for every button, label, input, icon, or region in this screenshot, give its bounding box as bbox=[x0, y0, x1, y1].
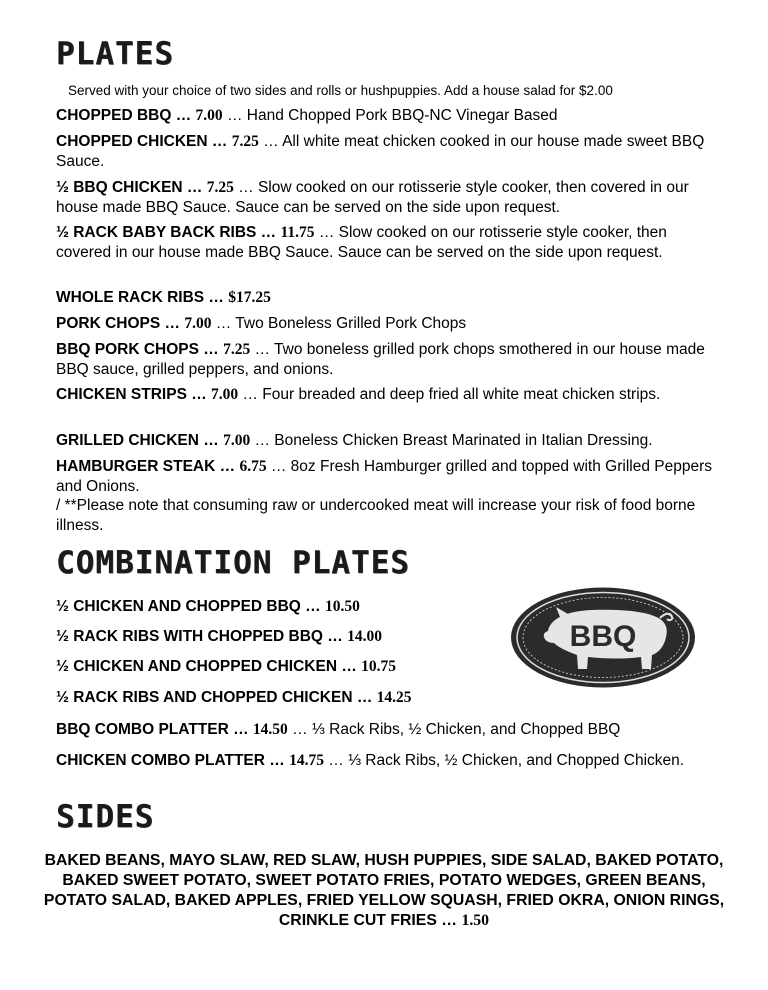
logo-text: BBQ bbox=[569, 620, 637, 653]
menu-item bbox=[56, 385, 726, 405]
menu-item bbox=[56, 288, 726, 308]
item-name: HAMBURGER STEAK … bbox=[56, 458, 236, 475]
item-price: 10.50 bbox=[325, 598, 360, 615]
bbq-pig-logo bbox=[508, 585, 698, 690]
combo-item bbox=[56, 720, 620, 740]
item-description: … Four breaded and deep fried all white meat chicken strips. bbox=[242, 386, 661, 403]
item-name: PORK CHOPS … bbox=[56, 315, 181, 332]
combination-heading: COMBINATION PLATES bbox=[56, 545, 410, 581]
combo-item bbox=[56, 627, 382, 647]
menu-item bbox=[56, 314, 726, 334]
combo-item bbox=[56, 688, 412, 708]
sides-items: BAKED BEANS, MAYO SLAW, RED SLAW, HUSH PUPPIES, SIDE SALAD, BAKED POTATO, BAKED SWEET POTATO, SWEET POTATO FRIES, POTATO WEDGES, GREEN BEANS, POTATO SALAD, BAKED APPLES, FRIED YELLOW SQUASH, FRIED OKRA, ONION RINGS, CRINKLE CUT FRIES … bbox=[43, 852, 725, 929]
item-name: GRILLED CHICKEN … bbox=[56, 432, 219, 449]
menu-item bbox=[56, 132, 726, 171]
item-name: ½ RACK RIBS AND CHOPPED CHICKEN … bbox=[56, 689, 373, 706]
item-name: ½ RACK BABY BACK RIBS … bbox=[56, 224, 277, 241]
menu-item bbox=[56, 340, 726, 379]
item-description: … Slow cooked on our rotisserie style cooker, then covered in our house made BBQ Sauce. Sauce can be served on the side upon request. bbox=[56, 179, 689, 216]
item-name: BBQ COMBO PLATTER … bbox=[56, 721, 249, 738]
item-description: … Boneless Chicken Breast Marinated in Italian Dressing. bbox=[254, 432, 653, 449]
item-description: … ⅓ Rack Ribs, ½ Chicken, and Chopped BBQ bbox=[292, 721, 621, 738]
item-name: CHICKEN STRIPS … bbox=[56, 386, 207, 403]
combo-item bbox=[56, 657, 396, 677]
item-description: … 8oz Fresh Hamburger grilled and topped with Grilled Peppers and Onions. bbox=[56, 458, 712, 495]
item-description: … All white meat chicken cooked in our house made sweet BBQ Sauce. bbox=[56, 133, 705, 170]
item-price: 14.50 bbox=[252, 721, 288, 738]
item-name: WHOLE RACK RIBS … bbox=[56, 289, 224, 306]
sides-price: 1.50 bbox=[461, 912, 490, 929]
item-price: 7.00 bbox=[184, 315, 212, 332]
menu-item bbox=[56, 178, 726, 217]
item-name: ½ CHICKEN AND CHOPPED CHICKEN … bbox=[56, 658, 357, 675]
item-name: ½ BBQ CHICKEN … bbox=[56, 179, 203, 196]
item-name: CHOPPED CHICKEN … bbox=[56, 133, 228, 150]
item-price: 6.75 bbox=[239, 458, 267, 475]
item-description: … Hand Chopped Pork BBQ-NC Vinegar Based bbox=[226, 107, 558, 124]
item-price: $17.25 bbox=[228, 289, 271, 306]
item-price: 10.75 bbox=[361, 658, 397, 675]
item-price: 7.25 bbox=[231, 133, 259, 150]
menu-item bbox=[56, 106, 726, 126]
item-name: ½ RACK RIBS WITH CHOPPED BBQ … bbox=[56, 628, 343, 645]
combo-item bbox=[56, 597, 360, 617]
item-description: … Two boneless grilled pork chops smothered in our house made BBQ sauce, grilled peppers, and onions. bbox=[56, 341, 705, 378]
plates-heading: PLATES bbox=[56, 36, 174, 72]
menu-item bbox=[56, 431, 726, 451]
item-price: 14.25 bbox=[376, 689, 412, 706]
sides-list bbox=[40, 851, 728, 931]
item-name: CHICKEN COMBO PLATTER … bbox=[56, 752, 285, 769]
item-price: 7.00 bbox=[195, 107, 223, 124]
item-price: 7.25 bbox=[223, 341, 251, 358]
item-name: CHOPPED BBQ … bbox=[56, 107, 192, 124]
raw-meat-notice: / **Please note that consuming raw or undercooked meat will increase your risk of food borne illness. bbox=[56, 497, 696, 534]
item-description: … Two Boneless Grilled Pork Chops bbox=[215, 315, 467, 332]
item-price: 11.75 bbox=[280, 224, 315, 241]
menu-item bbox=[56, 457, 726, 496]
plates-intro: Served with your choice of two sides and rolls or hushpuppies. Add a house salad for $2.00 bbox=[68, 83, 613, 98]
menu-item bbox=[56, 223, 726, 262]
item-price: 7.25 bbox=[206, 179, 234, 196]
sides-heading: SIDES bbox=[56, 799, 155, 835]
item-description: … ⅓ Rack Ribs, ½ Chicken, and Chopped Chicken. bbox=[328, 752, 685, 769]
item-price: 14.75 bbox=[289, 752, 324, 769]
item-price: 14.00 bbox=[347, 628, 382, 645]
item-name: BBQ PORK CHOPS … bbox=[56, 341, 219, 358]
item-price: 7.00 bbox=[211, 386, 239, 403]
combo-item bbox=[56, 751, 726, 771]
item-price: 7.00 bbox=[223, 432, 251, 449]
item-description: … Slow cooked on our rotisserie style cooker, then covered in our house made BBQ Sauce. Sauce can be served on the side upon request. bbox=[56, 224, 667, 261]
item-name: ½ CHICKEN AND CHOPPED BBQ … bbox=[56, 598, 321, 615]
